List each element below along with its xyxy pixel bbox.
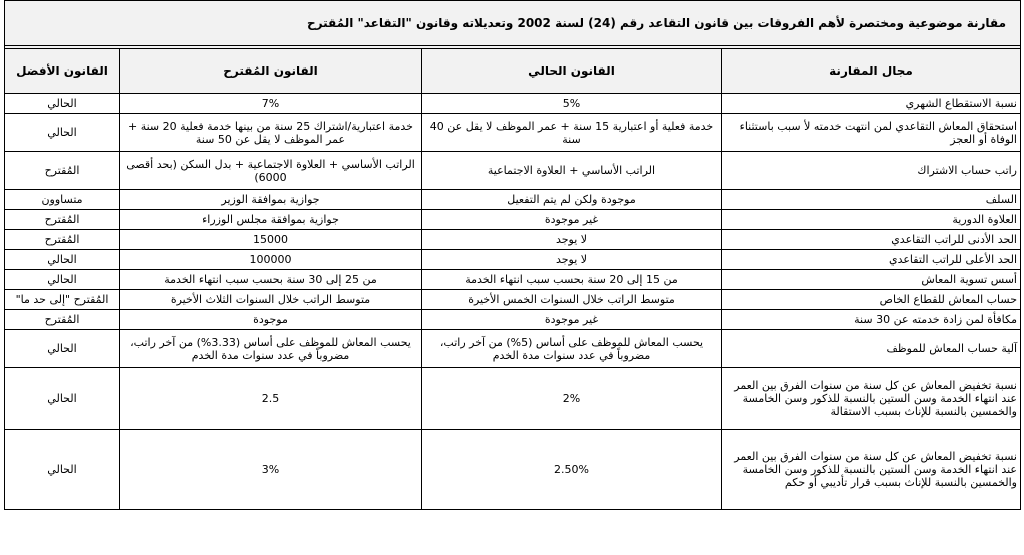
current-law-cell: 2.50% [422,430,722,510]
proposed-law-cell: يحسب المعاش للموظف على أساس (3.33%) من آخر راتب، مضروباً في عدد سنوات مدة الخدم [120,330,422,368]
comparison-field-cell: نسبة تخفيض المعاش عن كل سنة من سنوات الفرق بين العمر عند انتهاء الخدمة وسن الستين بالنسبة للذكور وسن الخامسة والخمسين بالنسبة للإناث بسبب الاستقالة [722,368,1021,430]
proposed-law-cell: 100000 [120,250,422,270]
proposed-law-cell: 7% [120,94,422,114]
table-row [5,310,1021,330]
header-proposed-law: القانون المُقترح [120,49,422,94]
comparison-field-cell: مكافأة لمن زادة خدمته عن 30 سنة [722,310,1021,330]
comparison-field-cell: آلية حساب المعاش للموظف [722,330,1021,368]
comparison-field-cell: استحقاق المعاش التقاعدي لمن انتهت خدمته لأ سبب باستثناء الوفاة أو العجز [722,114,1021,152]
current-law-cell: موجودة ولكن لم يتم التفعيل [422,190,722,210]
best-law-cell: المُقترح "إلى حد ما" [5,290,120,310]
comparison-field-cell: السلف [722,190,1021,210]
table-row [5,330,1021,368]
best-law-cell: الحالي [5,330,120,368]
table-row [5,430,1021,510]
current-law-cell: الراتب الأساسي + العلاوة الاجتماعية [422,152,722,190]
comparison-field-cell: نسبة الاستقطاع الشهري [722,94,1021,114]
table-row [5,270,1021,290]
current-law-cell: لا يوجد [422,230,722,250]
comparison-field-cell: نسبة تخفيض المعاش عن كل سنة من سنوات الفرق بين العمر عند انتهاء الخدمة وسن الستين بالنسبة للذكور وسن الخامسة والخمسين بالنسبة للإناث بسبب قرار تأديبي أو حكم [722,430,1021,510]
proposed-law-cell: 2.5 [120,368,422,430]
comparison-field-cell: العلاوة الدورية [722,210,1021,230]
current-law-cell: غير موجودة [422,210,722,230]
header-current-law: القانون الحالي [422,49,722,94]
proposed-law-cell: خدمة اعتبارية/اشتراك 25 سنة من بينها خدمة فعلية 20 سنة + عمر الموظف لا يقل عن 50 سنة [120,114,422,152]
proposed-law-cell: جوازية بموافقة مجلس الوزراء [120,210,422,230]
table-row [5,94,1021,114]
best-law-cell: الحالي [5,250,120,270]
proposed-law-cell: 3% [120,430,422,510]
current-law-cell: متوسط الراتب خلال السنوات الخمس الأخيرة [422,290,722,310]
header-field: مجال المقارنة [722,49,1021,94]
current-law-cell: 2% [422,368,722,430]
current-law-cell: يحسب المعاش للموظف على أساس (5%) من آخر راتب، مضروباً في عدد سنوات مدة الخدم [422,330,722,368]
comparison-document [4,0,1020,553]
document-title: مقارنة موضوعية ومختصرة لأهم الفروقات بين قانون التقاعد رقم (24) لسنة 2002 وتعديلاته وقانون "التقاعد" المُقترح [5,1,1021,46]
best-law-cell: المُقترح [5,152,120,190]
current-law-cell: 5% [422,94,722,114]
comparison-field-cell: حساب المعاش للقطاع الخاص [722,290,1021,310]
table-row [5,210,1021,230]
header-best-law: القانون الأفضل [5,49,120,94]
table-row [5,290,1021,310]
best-law-cell: الحالي [5,368,120,430]
comparison-table [4,0,1021,510]
proposed-law-cell: جوازية بموافقة الوزير [120,190,422,210]
current-law-cell: غير موجودة [422,310,722,330]
current-law-cell: لا يوجد [422,250,722,270]
header-row [5,49,1021,94]
best-law-cell: الحالي [5,270,120,290]
comparison-field-cell: راتب حساب الاشتراك [722,152,1021,190]
best-law-cell: المُقترح [5,210,120,230]
proposed-law-cell: 15000 [120,230,422,250]
best-law-cell: متساوون [5,190,120,210]
table-row [5,152,1021,190]
best-law-cell: الحالي [5,114,120,152]
comparison-field-cell: الحد الأعلى للراتب التقاعدي [722,250,1021,270]
table-row [5,230,1021,250]
proposed-law-cell: متوسط الراتب خلال السنوات الثلاث الأخيرة [120,290,422,310]
proposed-law-cell: الراتب الأساسي + العلاوة الاجتماعية + بدل السكن (بحد أقصى 6000) [120,152,422,190]
best-law-cell: الحالي [5,94,120,114]
table-row [5,114,1021,152]
comparison-field-cell: أسس تسوية المعاش [722,270,1021,290]
table-row [5,368,1021,430]
table-row [5,190,1021,210]
best-law-cell: المُقترح [5,310,120,330]
proposed-law-cell: موجودة [120,310,422,330]
current-law-cell: من 15 إلى 20 سنة بحسب سبب انتهاء الخدمة [422,270,722,290]
best-law-cell: الحالي [5,430,120,510]
best-law-cell: المُقترح [5,230,120,250]
proposed-law-cell: من 25 إلى 30 سنة بحسب سبب انتهاء الخدمة [120,270,422,290]
current-law-cell: خدمة فعلية أو اعتبارية 15 سنة + عمر الموظف لا يقل عن 40 سنة [422,114,722,152]
comparison-field-cell: الحد الأدنى للراتب التقاعدي [722,230,1021,250]
table-row [5,250,1021,270]
